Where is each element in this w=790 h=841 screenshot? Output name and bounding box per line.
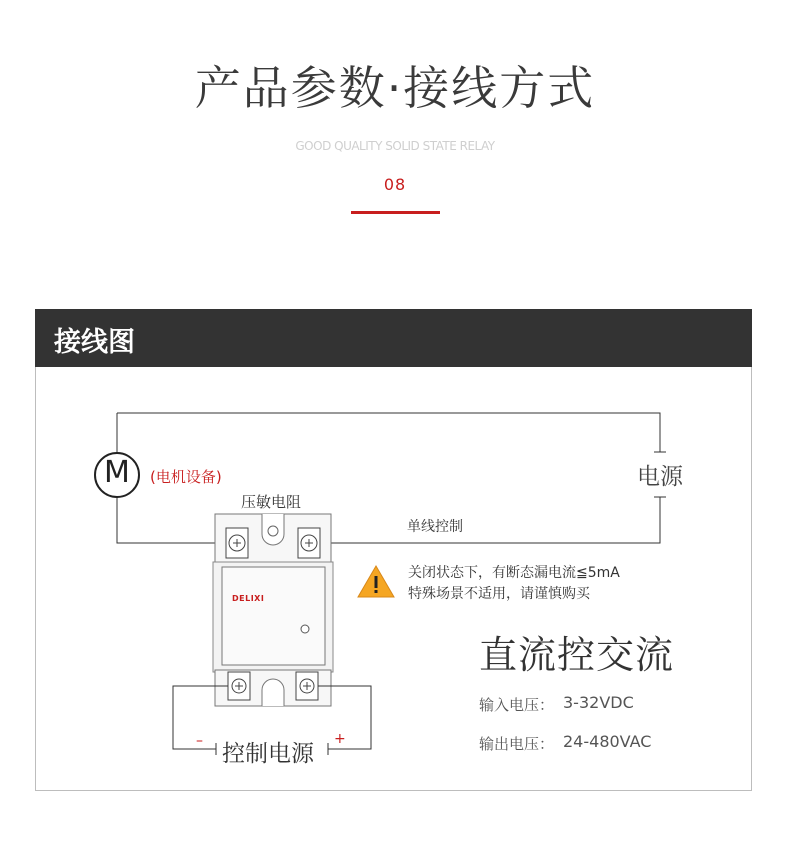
page-subtitle: GOOD QUALITY SOLID STATE RELAY	[295, 139, 495, 153]
negative-terminal-sign: –	[196, 733, 203, 749]
control-power-label: 控制电源	[222, 741, 314, 767]
bottom-terminal-left	[228, 672, 250, 700]
page-title: 产品参数·接线方式	[194, 61, 596, 115]
warning-line-1: 关闭状态下，有断态漏电流≦5mA	[408, 565, 620, 581]
section-number: 08	[383, 175, 407, 194]
panel-title: 接线图	[54, 327, 135, 358]
brand-logo: DELIXI	[232, 594, 265, 603]
output-voltage-value: 24-480VAC	[563, 732, 652, 751]
motor-letter: M	[104, 455, 130, 490]
positive-terminal-sign: +	[334, 731, 346, 747]
top-terminal-right	[298, 528, 320, 558]
single-line-control-label: 单线控制	[407, 519, 463, 535]
top-terminal-left	[226, 528, 248, 558]
motor-label: (电机设备)	[150, 468, 222, 486]
bottom-terminal-right	[296, 672, 318, 700]
bottom-slot	[262, 679, 284, 706]
warning-line-2: 特殊场景不适用，请谨慎购买	[408, 586, 590, 602]
input-voltage-label: 输入电压：	[479, 696, 555, 714]
varistor-label: 压敏电阻	[241, 493, 302, 511]
power-label: 电源	[637, 464, 683, 490]
input-voltage-value: 3-32VDC	[563, 693, 634, 712]
indicator-led	[301, 625, 309, 633]
warning-triangle-icon	[358, 566, 394, 597]
output-voltage-label: 输出电压：	[479, 735, 555, 753]
control-mode-label: 直流控交流	[479, 633, 675, 677]
